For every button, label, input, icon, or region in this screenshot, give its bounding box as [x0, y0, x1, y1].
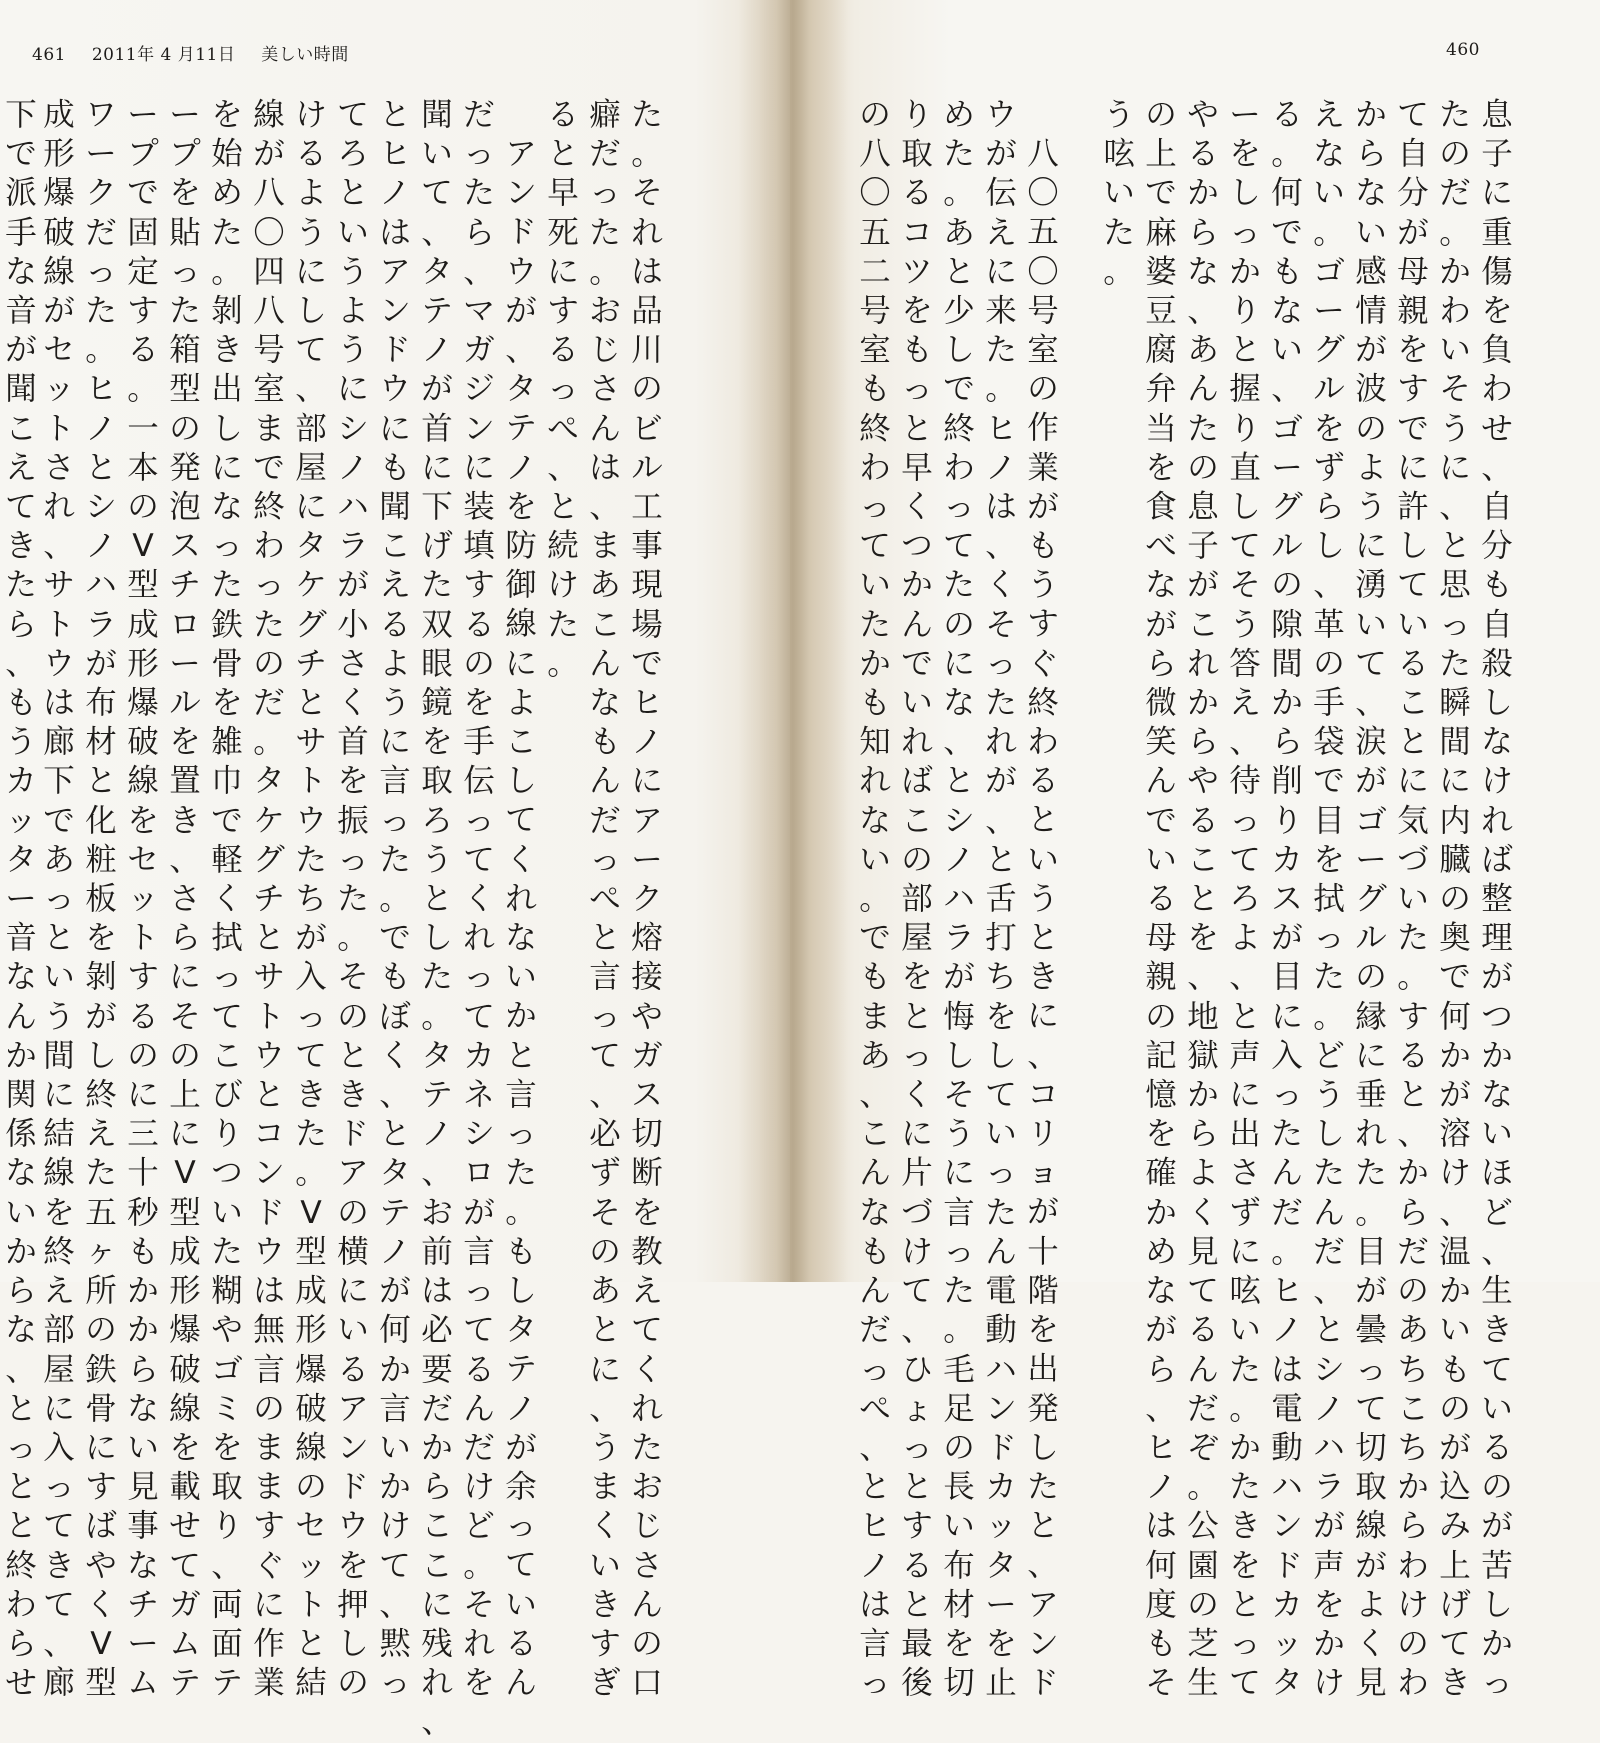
text-column: 成形爆破線がセットされ、サトウは廊下であっという間に結線を終え部屋に入ってきて、廊	[43, 97, 75, 1702]
text-column: めた。あと少しで終わってたのにな、とシノハラが悔しそうに言った。毛足の長い布材を切	[943, 97, 975, 1702]
text-column: 息子に重傷を負わせ、自分も自殺しなければ整理がつかないほど、生きているのが苦しかっ	[1481, 97, 1513, 1702]
text-column: 癖だった。おじさんは、まあこんなもんだっぺと言って、必ずそのあとに、うまくいきすぎ	[589, 97, 621, 1702]
text-column: ワークだった。ヒノとシノハラが布材と化粧板を剝がし終えた五ヶ所の鉄骨にすばやくV型	[85, 97, 117, 1702]
running-head-title: 美しい時間	[261, 45, 349, 65]
text-column: ープを貼った箱型の発泡スチロールを置き、さらにその上にV型成形爆破線を載せてガムテ	[169, 97, 201, 1702]
text-column: 八〇五〇号室の作業がもうすぐ終わるというときに、コリョが十階を出発したと、アンド	[1027, 136, 1059, 1701]
page-number: 460	[1446, 40, 1480, 60]
text-column: う呟いた。	[1103, 97, 1135, 290]
text-column: からない感情が波のように湧いて、涙がゴーグルの縁に垂れた。目が曇って切取線がよく見	[1355, 97, 1387, 1702]
running-head-date: 2011年 4 月11日	[91, 45, 236, 65]
text-column: とヒノはアンドウにも聞こえるように言った。でもぼく、とタテノが何か言いかけて、黙っ	[379, 97, 411, 1702]
text-column: の八〇五二号室も終わっていたかも知れない。でもまあ、こんなもんだっぺ、とヒノは言っ	[859, 97, 891, 1702]
text-column: を始めた。剝き出しになった鉄骨を雑巾で軽く拭ってこびりついた糊やゴミを取り、両面テ	[211, 97, 243, 1702]
text-column: り取るコツをもっと早くつかんでいればこの部屋をとっくに片づけて、ひょっとすると最後	[901, 97, 933, 1702]
text-column: えない。ゴーグルをずらし、革の手袋で目を拭った。どうしたんだ、とシノハラが声をかけ	[1313, 97, 1345, 1702]
text-column: やるからな、あんたの息子がこれからやることを、地獄からよく見てるんだぞ。公園の芝生	[1187, 97, 1219, 1702]
text-column: ーをしっかりと握り直してそう答え、待ってろよ、と声に出さずに呟いた。かたきをとって	[1229, 97, 1261, 1702]
running-head	[32, 40, 369, 65]
text-column: だったら、マガジンに装填するのを手伝ってくれってカネシロが言ってるんだけど。それを	[463, 97, 495, 1702]
text-column: ると早死にするっぺ、と続けた。	[547, 97, 579, 682]
text-column: の上で麻婆豆腐弁当を食べながら微笑んでいる母親の記憶を確かめながら、ヒノは何度もそ	[1145, 97, 1177, 1702]
left-page	[0, 0, 790, 1741]
text-column: てろというようにシノハラが小さく首を振った。そのときドアの横にいるアンドウを押しの	[337, 97, 369, 1702]
text-column: ウが伝えに来た。ヒノは、くそったれが、と舌打ちをしていったん電動ハンドカッターを止	[985, 97, 1017, 1702]
text-column: 下で派手な音が聞こえてきたら、もうカッター音なんか関係ないからな、とっとと終わらせ	[5, 97, 37, 1702]
text-column: 聞いて、タテノが首に下げた双眼鏡を取ろうとした。タテノ、お前は必要だからここに残れ、	[421, 97, 453, 1741]
text-column: る。何でもない、ゴーグルの隙間から削りカスが目に入ったんだ。ヒノは電動ハンドカッタ	[1271, 97, 1303, 1702]
text-column: たのだ。かわいそうに、と思った瞬間に内臓の奥で何かが溶け、温かいものが込み上げてき	[1439, 97, 1471, 1702]
right-page	[790, 0, 1600, 1702]
page-number: 461	[32, 45, 66, 65]
text-column: けるようにして、部屋にタケグチとサトウたちが入ってきた。V型成形爆破線のセットと結	[295, 97, 327, 1702]
text-column: ープで固定する。一本のV型成形爆破線をセットするのに三十秒もかからない見事なチーム	[127, 97, 159, 1702]
text-column: 線が八〇四八号室まで終わったのだ。タケグチとサトウとコンドウは無言のまますぐに作業	[253, 97, 285, 1702]
text-column: アンドウが、タテノを防御線によこしてくれないかと言った。もしタテノが余っているん	[505, 136, 537, 1701]
text-column: て自分が母親をすでに許していることに気づいた。すると、からだのあちこちからわけのわ	[1397, 97, 1429, 1702]
text-column: た。それは品川のビル工事現場でヒノにアーク熔接やガス切断を教えてくれたおじさんの口	[631, 97, 663, 1702]
